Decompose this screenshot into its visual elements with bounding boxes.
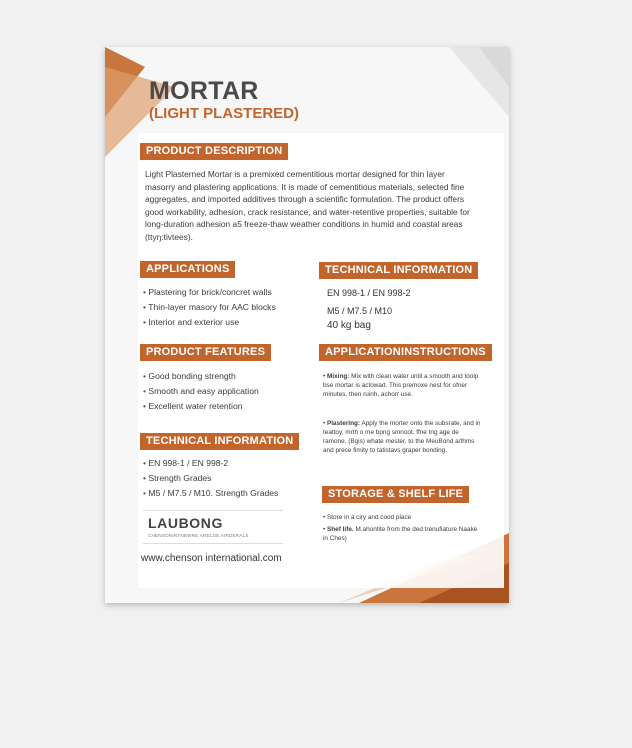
features-list xyxy=(143,369,259,414)
technical-list xyxy=(143,456,278,501)
list-item: • Excellent water retention xyxy=(143,399,259,414)
list-item: • Plastering for brick/concret walls xyxy=(143,285,276,300)
application-instructions-heading: APPLICATIONINSTRUCTIONS xyxy=(319,344,492,361)
applications-list xyxy=(143,285,276,330)
list-item: • Thin-layer masory for AAC blocks xyxy=(143,300,276,315)
instruction-plastering: • Plastering: Apply the morter onto the subsrate, and in teattoy, mrth o me bpng smnoot. ffne tng age de ramone. (Bgis) whate mester, to the MeuBond a/thms and prece fimity to tatistavs graper bonding. xyxy=(323,420,481,454)
shelf-life-item: • Shef life. M.ahontite from the ded trenufiature Naake in Ches) xyxy=(323,526,478,542)
page-title: MORTAR xyxy=(149,77,259,105)
storage-shelf-life-heading: STORAGE & SHELF LIFE xyxy=(322,486,469,503)
product-sheet xyxy=(105,47,509,603)
list-item: • Strength Grades xyxy=(143,471,278,486)
page-subtitle: (LIGHT PLASTERED) xyxy=(149,105,299,122)
storage-label: Shef life. xyxy=(327,526,354,533)
list-item: • Good bonding strength xyxy=(143,369,259,384)
instruction-text: Mix with clean water until a smooth and toolp bse mortar is actowad. This premoxe nest for ofner minutes, then ruinh, achorr use. xyxy=(323,373,479,398)
instruction-mixing: • Mixing: Mix with clean water until a smooth and toolp bse mortar is actowad. This premoxe nest for ofner minutes, then ruinh, achorr use. xyxy=(323,373,479,398)
instruction-label: Plastering: xyxy=(327,420,361,427)
storage-item: • Store in a ciry and cood place xyxy=(323,514,412,521)
tech-standard: EN 998-1 / EN 998-2 xyxy=(327,288,411,298)
list-item: • EN 998-1 / EN 998-2 xyxy=(143,456,278,471)
storage-text: M.ahontite from the ded trenufiature Naake in Ches) xyxy=(323,526,478,542)
product-description-heading: PRODUCT DESCRIPTION xyxy=(140,143,288,160)
brand-logo: LAUBONG xyxy=(148,515,223,531)
storage-text: Store in a ciry and cood place xyxy=(327,514,412,521)
tech-bag-size: 40 kg bag xyxy=(327,320,371,331)
website-link[interactable]: www.chenson international.com xyxy=(141,553,282,564)
corner-decoration-top-right xyxy=(389,47,509,137)
list-item: • Interior and exterior use xyxy=(143,315,276,330)
list-item: • M5 / M7.5 / M10. Strength Grades xyxy=(143,486,278,501)
instruction-label: Mixing: xyxy=(327,373,350,380)
tech-grades: M5 / M7.5 / M10 xyxy=(327,306,393,316)
applications-heading: APPLICATIONS xyxy=(140,261,235,278)
instruction-text: Apply the morter onto the subsrate, and in teattoy, mrth o me bpng smnoot. ffne tng age de ramone. (Bgis) whate mester, to the MeuBond a/thms and prece fimity to tatistavs graper bonding. xyxy=(323,420,481,454)
list-item: • Smooth and easy application xyxy=(143,384,259,399)
technical-information-heading-left: TECHNICAL INFORMATION xyxy=(140,433,299,450)
product-features-heading: PRODUCT FEATURES xyxy=(140,344,271,361)
technical-information-heading-right: TECHNICAL INFORMATION xyxy=(319,262,478,279)
product-description-text: Light Plasterned Mortar is a premixed cementitious mortar designed for thin layer masorry and plastering applications. It is made of cementitious materials, selected fine aggregates, and imported additives through a scientific formulation. The product offers good workability, adhesion, crack resistance, and water-retentive properties, suitable for long-duration adhesion a5 freeze-thaw weather conditions in humid and coastal areas (ttyŋ:tivtees). xyxy=(145,169,470,242)
brand-tagline: CHENSONINTNEWRE ARELGE AIRDERALS xyxy=(148,533,249,538)
